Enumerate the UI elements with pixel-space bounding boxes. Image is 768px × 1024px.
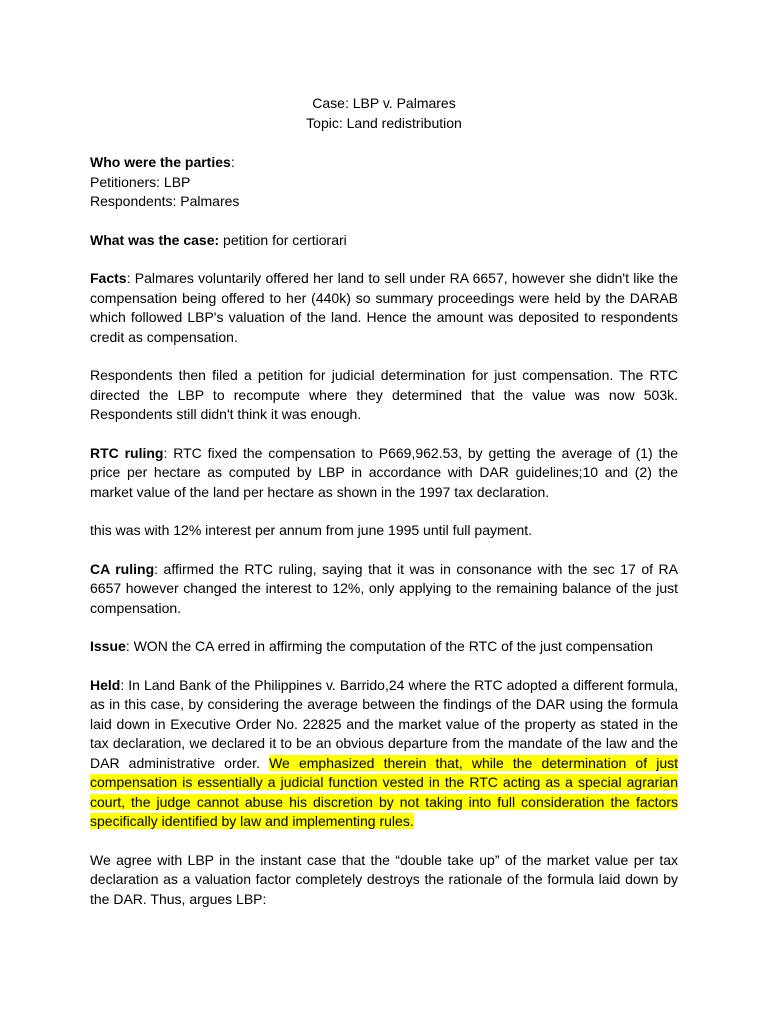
ca-ruling-paragraph [90,560,678,619]
case-label: What was the case: [90,231,220,248]
issue-label: Issue [90,638,126,654]
rtc-ruling-text: : RTC fixed the compensation to P669,962.53, by getting the average of (1) the price per hectare as computed by LBP in accordance with DAR guidelines;10 and (2) the market value of the land per hectare as shown in the 1997 tax declaration. [90,444,678,500]
held-paragraph-2: We agree with LBP in the instant case that the “double take up” of the market value per tax declaration as a valuation factor completely destroys the rationale of the formula laid down by the DAR. Thus, argues LBP: [90,851,678,907]
case-value: petition for certiorari [219,231,347,248]
rtc-ruling-paragraph [90,444,678,503]
case-title: Case: LBP v. Palmares [312,95,456,111]
rtc-ruling-label: RTC ruling [90,444,164,461]
case-section [90,231,678,251]
facts-paragraph [90,269,678,347]
issue-paragraph [90,637,678,657]
ca-ruling-text: : affirmed the RTC ruling, saying that it was in consonance with the sec 17 of RA 6657 however changed the interest to 12%, only applying to the remaining balance of the just compensation. [90,560,678,616]
respondents-line: Respondents: Palmares [90,193,240,209]
ca-ruling-label: CA ruling [90,560,155,577]
topic-line: Topic: Land redistribution [306,114,462,131]
document-header [90,94,678,133]
parties-section [90,153,678,212]
held-label: Held [90,676,121,693]
parties-label-suffix: : [230,154,235,170]
held-text: : In Land Bank of the Philippines v. Barrido,24 where the RTC adopted a different formula, as in this case, by considering the average between the findings of the DAR using the formula laid down in Executive Order No. 22825 and the market value of the property as stated in the tax declaration, we declared it to be an obvious departure from the mandate of the law and the DAR administrative order. [90,676,678,771]
issue-text: : WON the CA erred in affirming the computation of the RTC of the just compensation [125,638,653,654]
highlighted-text: We emphasized therein that, while the determination of just compensation is essentially a judicial function vested in the RTC acting as a special agrarian court, the judge cannot abuse his discretion by not taking into full consideration the factors specifically identified by law and implementing rules. [90,754,678,829]
interest-paragraph: this was with 12% interest per annum from june 1995 until full payment. [90,522,533,538]
held-paragraph [90,676,678,832]
facts-text: : Palmares voluntarily offered her land to sell under RA 6657, however she didn't like the compensation being offered to her (440k) so summary proceedings were held by the DARAB which followed LBP's valuation of the land. Hence the amount was deposited to respondents credit as compensation. [90,270,678,345]
petitioners-line: Petitioners: LBP [90,173,191,190]
facts-label: Facts [90,270,127,286]
facts-paragraph-2: Respondents then filed a petition for judicial determination for just compensation. The RTC directed the LBP to recompute where they determined that the value was now 503k. Respondents still didn't think it was enough. [90,367,678,422]
parties-label: Who were the parties [90,154,231,170]
